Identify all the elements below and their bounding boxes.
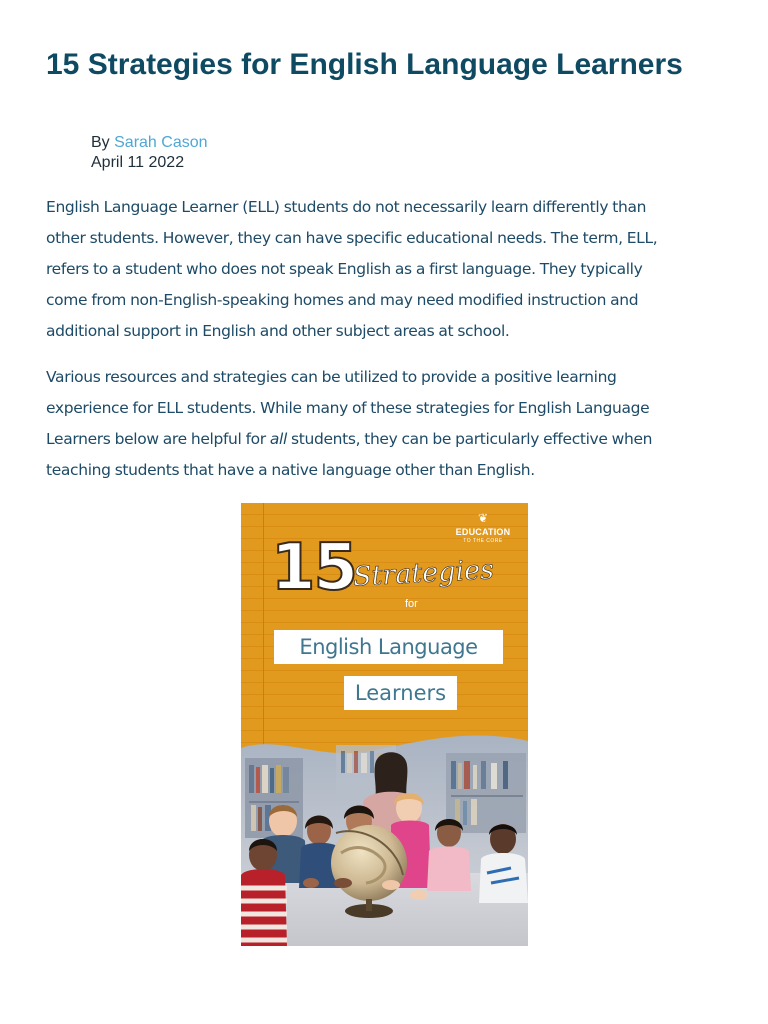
article-cover-image <box>241 503 528 946</box>
poster-label-line2: Learners <box>344 676 457 710</box>
classroom-photo <box>241 503 528 946</box>
paragraph-line: come from non-English-speaking homes and may need modified instruction and <box>46 291 639 309</box>
author-line <box>91 133 208 153</box>
article-title: 15 Strategies for English Language Learners <box>46 48 683 81</box>
byline-prefix: By <box>91 134 110 151</box>
paragraph-line: English Language Learner (ELL) students do not necessarily learn differently than <box>46 198 647 216</box>
text-segment: students, they can be particularly effective when <box>286 430 653 448</box>
paragraph-line: Various resources and strategies can be utilized to provide a positive learning <box>46 368 617 386</box>
byline <box>91 133 208 173</box>
poster-script-word: Strategies <box>352 554 495 593</box>
logo-text: EDUCATION <box>455 527 511 537</box>
strategies-paragraph <box>46 362 726 486</box>
logo-tagline: TO THE CORE <box>463 538 503 544</box>
publish-date: April 11 2022 <box>91 154 185 171</box>
intro-paragraph <box>46 192 726 347</box>
author-link[interactable]: Sarah Cason <box>114 134 208 151</box>
poster-label-line1: English Language <box>274 630 503 664</box>
poster-number: 15 <box>271 531 357 605</box>
paragraph-line: refers to a student who does not speak English as a first language. They typically <box>46 260 643 278</box>
emphasis-all: all <box>269 430 287 448</box>
text-segment: Learners below are helpful for <box>46 430 270 448</box>
paragraph-line: teaching students that have a native language other than English. <box>46 461 535 479</box>
bookshelf-right <box>446 753 526 833</box>
paragraph-line: experience for ELL students. While many of these strategies for English Language <box>46 399 650 417</box>
paragraph-line: additional support in English and other subject areas at school. <box>46 322 510 340</box>
tree-icon: ❦ <box>477 511 489 525</box>
poster-for-word: for <box>405 598 418 610</box>
paragraph-line: other students. However, they can have specific educational needs. The term, ELL, <box>46 229 658 247</box>
paragraph-line <box>46 424 726 455</box>
